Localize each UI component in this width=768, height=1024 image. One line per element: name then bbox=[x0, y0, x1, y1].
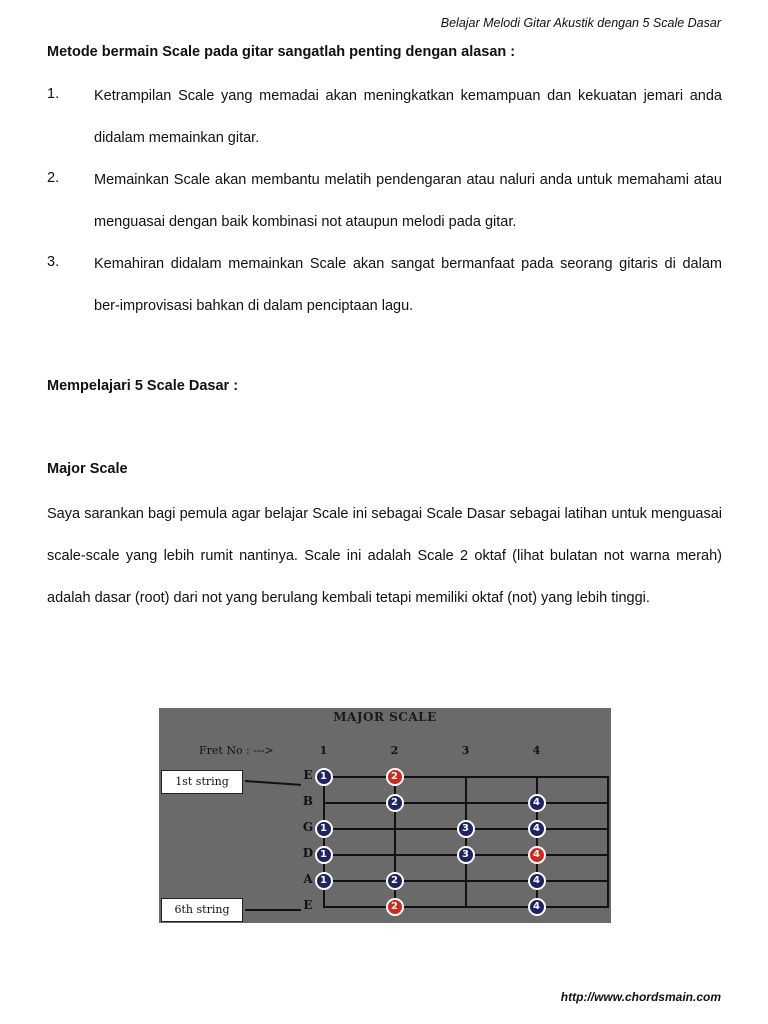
note-marker: 1 bbox=[315, 846, 333, 864]
reason-text: Memainkan Scale akan membantu melatih pendengaran atau naluri anda untuk memahami atau menguasai dengan baik kombinasi not ataupun melodi pada gitar. bbox=[94, 172, 722, 230]
string-letter: D bbox=[302, 846, 314, 860]
string-letter: G bbox=[302, 820, 314, 834]
reason-number: 1. bbox=[47, 86, 60, 102]
fretboard bbox=[320, 771, 607, 912]
sixth-string-label: 6th string bbox=[161, 898, 243, 922]
reason-text: Ketrampilan Scale yang memadai akan meningkatkan kemampuan dan kekuatan jemari anda didalam memainkan gitar. bbox=[94, 88, 722, 146]
reason-item-2 bbox=[47, 159, 722, 243]
fret-number: 4 bbox=[532, 744, 541, 757]
fret-number: 3 bbox=[461, 744, 470, 757]
note-marker: 4 bbox=[528, 820, 546, 838]
note-marker: 4 bbox=[528, 872, 546, 890]
note-marker: 1 bbox=[315, 872, 333, 890]
string-letter: E bbox=[303, 768, 313, 782]
note-marker: 4 bbox=[528, 794, 546, 812]
note-marker: 3 bbox=[457, 820, 475, 838]
root-note-marker: 4 bbox=[528, 846, 546, 864]
reason-item-1 bbox=[47, 75, 722, 159]
diagram-title: MAJOR SCALE bbox=[333, 710, 437, 724]
note-marker: 2 bbox=[386, 872, 404, 890]
fret-number: 1 bbox=[319, 744, 328, 757]
section-heading: Mempelajari 5 Scale Dasar : bbox=[47, 378, 239, 394]
first-string-pointer bbox=[245, 780, 301, 785]
reason-number: 2. bbox=[47, 170, 60, 186]
fret-number-label: Fret No : ---> bbox=[199, 744, 274, 757]
note-marker: 1 bbox=[315, 768, 333, 786]
root-note-marker: 2 bbox=[386, 898, 404, 916]
string-letter: A bbox=[303, 872, 313, 886]
reason-text: Kemahiran didalam memainkan Scale akan sangat bermanfaat pada seorang gitaris di dalam ber-improvisasi bahkan di dalam penciptaan lagu. bbox=[94, 256, 722, 314]
reason-item-3 bbox=[47, 243, 722, 327]
fret-line bbox=[607, 776, 609, 908]
fret-number: 2 bbox=[390, 744, 399, 757]
note-marker: 4 bbox=[528, 898, 546, 916]
major-scale-paragraph: Saya sarankan bagi pemula agar belajar Scale ini sebagai Scale Dasar sebagai latihan untuk menguasai scale-scale yang lebih rumit nantinya. Scale ini adalah Scale 2 oktaf (lihat bulatan not warna merah) adalah dasar (root) dari not yang berulang kembali tetapi memiliki oktaf (not) yang lebih tinggi. bbox=[47, 506, 722, 606]
first-string-label: 1st string bbox=[161, 770, 243, 794]
root-note-marker: 2 bbox=[386, 768, 404, 786]
major-scale-diagram bbox=[159, 708, 611, 923]
note-marker: 3 bbox=[457, 846, 475, 864]
note-marker: 1 bbox=[315, 820, 333, 838]
fret-line bbox=[465, 776, 467, 908]
note-marker: 2 bbox=[386, 794, 404, 812]
string-letter: E bbox=[303, 898, 313, 912]
string-letter: B bbox=[302, 794, 314, 808]
intro-heading: Metode bermain Scale pada gitar sangatlah penting dengan alasan : bbox=[47, 44, 516, 60]
page-header: Belajar Melodi Gitar Akustik dengan 5 Scale Dasar bbox=[440, 16, 721, 30]
sixth-string-pointer bbox=[245, 909, 301, 911]
major-scale-heading: Major Scale bbox=[47, 461, 128, 477]
footer-url: http://www.chordsmain.com bbox=[560, 990, 721, 1004]
reason-number: 3. bbox=[47, 254, 60, 270]
